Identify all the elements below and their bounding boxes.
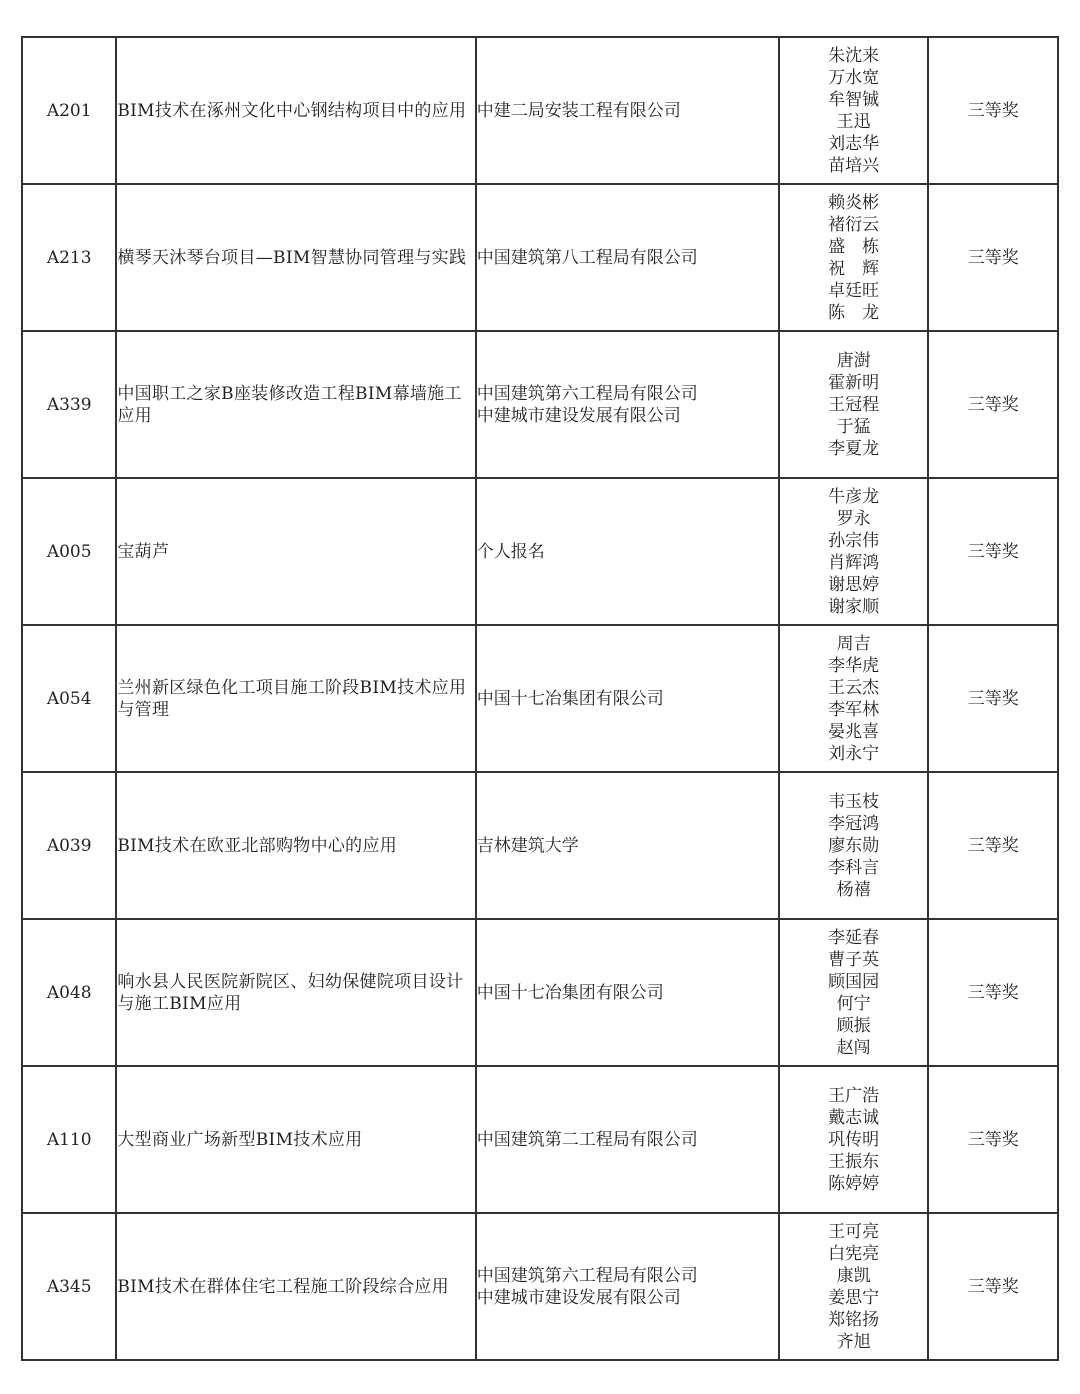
authors-cell — [779, 331, 929, 478]
author: 王迅 — [836, 111, 871, 132]
authors-cell — [779, 1066, 929, 1213]
author: 刘志华 — [828, 133, 880, 154]
authors-cell — [779, 1213, 929, 1360]
organization-cell — [476, 772, 779, 919]
authors-cell — [779, 37, 929, 184]
award-table — [21, 36, 1059, 1361]
authors-cell — [779, 919, 929, 1066]
organization: 中国十七冶集团有限公司 — [476, 688, 664, 709]
author: 戴志诚 — [828, 1107, 880, 1128]
author: 廖东勋 — [828, 835, 880, 856]
organization: 中国建筑第六工程局有限公司 — [476, 1265, 698, 1286]
author: 盛 栋 — [828, 236, 880, 257]
author: 肖辉鸿 — [828, 552, 880, 573]
organization-cell — [476, 1066, 779, 1213]
organization-cell — [476, 184, 779, 331]
organization-cell — [476, 478, 779, 625]
table-row — [22, 919, 1058, 1066]
project-title-text: BIM技术在群体住宅工程施工阶段综合应用 — [117, 1276, 449, 1297]
prize-level: 三等奖 — [928, 478, 1058, 625]
organization: 中国建筑第六工程局有限公司 — [476, 383, 698, 404]
table-row — [22, 37, 1058, 184]
project-title-text: 宝葫芦 — [117, 541, 170, 562]
organization-cell — [476, 37, 779, 184]
author: 齐旭 — [836, 1331, 871, 1352]
author: 王云杰 — [828, 677, 880, 698]
author: 谢家顺 — [828, 596, 880, 617]
organization-cell — [476, 919, 779, 1066]
authors-cell — [779, 625, 929, 772]
author: 李华虎 — [828, 655, 880, 676]
entry-id: A005 — [22, 478, 116, 625]
project-title — [116, 478, 475, 625]
table-row — [22, 625, 1058, 772]
author: 顾国园 — [828, 971, 880, 992]
organization: 中国十七冶集团有限公司 — [476, 982, 664, 1003]
project-title — [116, 331, 475, 478]
entry-id: A048 — [22, 919, 116, 1066]
organization: 个人报名 — [476, 541, 545, 562]
prize-level: 三等奖 — [928, 772, 1058, 919]
organization: 中建城市建设发展有限公司 — [476, 1287, 681, 1308]
prize-level: 三等奖 — [928, 37, 1058, 184]
entry-id: A039 — [22, 772, 116, 919]
entry-id: A345 — [22, 1213, 116, 1360]
author: 白宪亮 — [828, 1243, 880, 1264]
prize-level: 三等奖 — [928, 919, 1058, 1066]
author: 李延春 — [828, 927, 880, 948]
organization-cell — [476, 331, 779, 478]
table-row — [22, 1066, 1058, 1213]
organization: 中建二局安装工程有限公司 — [476, 100, 681, 121]
project-title — [116, 1066, 475, 1213]
author: 刘永宁 — [828, 743, 880, 764]
author: 周吉 — [836, 633, 871, 654]
organization-cell — [476, 625, 779, 772]
project-title — [116, 625, 475, 772]
project-title — [116, 919, 475, 1066]
entry-id: A054 — [22, 625, 116, 772]
project-title-text: 大型商业广场新型BIM技术应用 — [117, 1129, 363, 1150]
author: 唐澍 — [836, 350, 871, 371]
author: 李夏龙 — [828, 438, 880, 459]
project-title-text: BIM技术在涿州文化中心钢结构项目中的应用 — [117, 100, 467, 121]
author: 李科言 — [828, 857, 880, 878]
prize-level: 三等奖 — [928, 625, 1058, 772]
entry-id: A339 — [22, 331, 116, 478]
entry-id: A201 — [22, 37, 116, 184]
project-title — [116, 184, 475, 331]
table-row — [22, 1213, 1058, 1360]
organization-cell — [476, 1213, 779, 1360]
author: 陈婷婷 — [828, 1173, 880, 1194]
organization: 中国建筑第二工程局有限公司 — [476, 1129, 698, 1150]
author: 谢思婷 — [828, 574, 880, 595]
author: 苗培兴 — [828, 155, 880, 176]
project-title-text: 中国职工之家B座装修改造工程BIM幕墙施工应用 — [117, 383, 462, 426]
author: 褚衍云 — [828, 214, 880, 235]
prize-level: 三等奖 — [928, 1213, 1058, 1360]
author: 赖炎彬 — [828, 192, 880, 213]
author: 王可亮 — [828, 1221, 880, 1242]
table-row — [22, 772, 1058, 919]
author: 祝 辉 — [828, 258, 880, 279]
entry-id: A110 — [22, 1066, 116, 1213]
author: 李军林 — [828, 699, 880, 720]
project-title — [116, 772, 475, 919]
prize-level: 三等奖 — [928, 184, 1058, 331]
author: 王冠程 — [828, 394, 880, 415]
author: 晏兆喜 — [828, 721, 880, 742]
author: 牛彦龙 — [828, 486, 880, 507]
author: 郑铭扬 — [828, 1309, 880, 1330]
author: 王振东 — [828, 1151, 880, 1172]
award-table-body — [22, 37, 1058, 1360]
organization: 中国建筑第八工程局有限公司 — [476, 247, 698, 268]
authors-cell — [779, 478, 929, 625]
author: 康凯 — [836, 1265, 871, 1286]
author: 姜思宁 — [828, 1287, 880, 1308]
author: 顾振 — [836, 1015, 871, 1036]
author: 韦玉枝 — [828, 791, 880, 812]
author: 牟智铖 — [828, 89, 880, 110]
author: 陈 龙 — [828, 302, 880, 323]
project-title-text: 兰州新区绿色化工项目施工阶段BIM技术应用与管理 — [117, 677, 467, 720]
prize-level: 三等奖 — [928, 331, 1058, 478]
author: 卓廷旺 — [828, 280, 880, 301]
project-title — [116, 1213, 475, 1360]
author: 杨禧 — [836, 879, 871, 900]
table-row — [22, 184, 1058, 331]
organization: 中建城市建设发展有限公司 — [476, 405, 681, 426]
project-title-text: 响水县人民医院新院区、妇幼保健院项目设计与施工BIM应用 — [117, 971, 464, 1014]
authors-cell — [779, 184, 929, 331]
project-title-text: BIM技术在欧亚北部购物中心的应用 — [117, 835, 398, 856]
author: 巩传明 — [828, 1129, 880, 1150]
author: 于猛 — [836, 416, 871, 437]
author: 王广浩 — [828, 1085, 880, 1106]
author: 李冠鸿 — [828, 813, 880, 834]
author: 赵闯 — [836, 1037, 871, 1058]
author: 罗永 — [836, 508, 871, 529]
table-row — [22, 478, 1058, 625]
table-row — [22, 331, 1058, 478]
organization: 吉林建筑大学 — [476, 835, 579, 856]
author: 朱沈来 — [828, 45, 880, 66]
prize-level: 三等奖 — [928, 1066, 1058, 1213]
author: 万水宽 — [828, 67, 880, 88]
author: 霍新明 — [828, 372, 880, 393]
author: 曹子英 — [828, 949, 880, 970]
authors-cell — [779, 772, 929, 919]
project-title-text: 横琴天沐琴台项目—BIM智慧协同管理与实践 — [117, 247, 467, 268]
project-title — [116, 37, 475, 184]
entry-id: A213 — [22, 184, 116, 331]
author: 孙宗伟 — [828, 530, 880, 551]
author: 何宁 — [836, 993, 871, 1014]
